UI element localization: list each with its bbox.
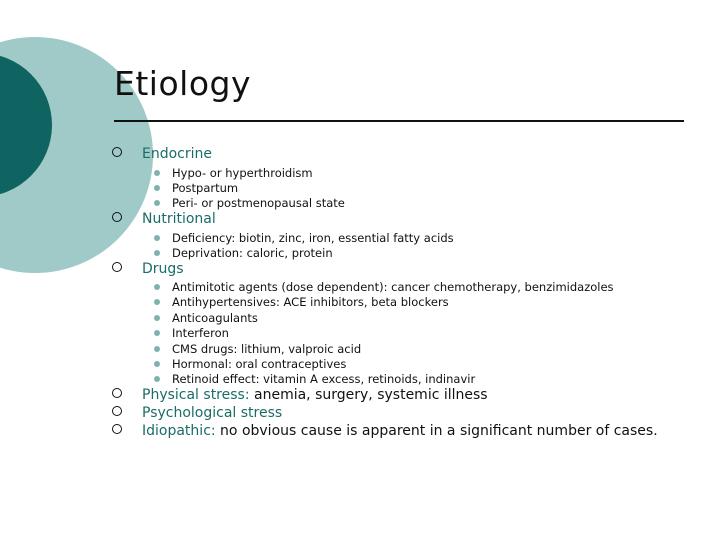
- ring-bullet-icon: [112, 388, 122, 398]
- list-item: Retinoid effect: vitamin A excess, retinoids, indinavir: [154, 372, 475, 387]
- list-item: Deficiency: biotin, zinc, iron, essential fatty acids: [154, 231, 454, 246]
- dot-bullet-icon: [154, 361, 160, 367]
- section-drugs: [112, 260, 184, 278]
- ring-bullet-icon: [112, 262, 122, 272]
- dot-bullet-icon: [154, 200, 160, 206]
- list-item: Hypo- or hyperthroidism: [154, 166, 313, 181]
- list-item: Interferon: [154, 326, 229, 341]
- dot-bullet-icon: [154, 299, 160, 305]
- list-item: Postpartum: [154, 181, 238, 196]
- dot-bullet-icon: [154, 284, 160, 290]
- slide-title: Etiology: [114, 64, 251, 103]
- item-idiopathic: Idiopathic: no obvious cause is apparent in a significant number of cases.: [112, 422, 658, 440]
- section-endocrine: [112, 145, 212, 163]
- dot-bullet-icon: [154, 315, 160, 321]
- dot-bullet-icon: [154, 376, 160, 382]
- list-item: Antihypertensives: ACE inhibitors, beta blockers: [154, 295, 449, 310]
- ring-bullet-icon: [112, 147, 122, 157]
- list-item: Anticoagulants: [154, 311, 258, 326]
- item-psychological-stress: Psychological stress: [112, 404, 282, 422]
- list-item: Deprivation: caloric, protein: [154, 246, 333, 261]
- dot-bullet-icon: [154, 250, 160, 256]
- section-label: Nutritional: [142, 211, 216, 227]
- item-physical-stress: Physical stress: anemia, surgery, systemic illness: [112, 386, 488, 404]
- dot-bullet-icon: [154, 346, 160, 352]
- list-item: CMS drugs: lithium, valproic acid: [154, 342, 361, 357]
- ring-bullet-icon: [112, 212, 122, 222]
- ring-bullet-icon: [112, 424, 122, 434]
- list-item: Antimitotic agents (dose dependent): cancer chemotherapy, benzimidazoles: [154, 280, 614, 295]
- dot-bullet-icon: [154, 170, 160, 176]
- dot-bullet-icon: [154, 235, 160, 241]
- list-item: Peri- or postmenopausal state: [154, 196, 345, 211]
- section-label: Drugs: [142, 261, 184, 277]
- dot-bullet-icon: [154, 330, 160, 336]
- section-nutritional: [112, 210, 216, 228]
- ring-bullet-icon: [112, 406, 122, 416]
- list-item: Hormonal: oral contraceptives: [154, 357, 346, 372]
- dot-bullet-icon: [154, 185, 160, 191]
- section-label: Endocrine: [142, 146, 212, 162]
